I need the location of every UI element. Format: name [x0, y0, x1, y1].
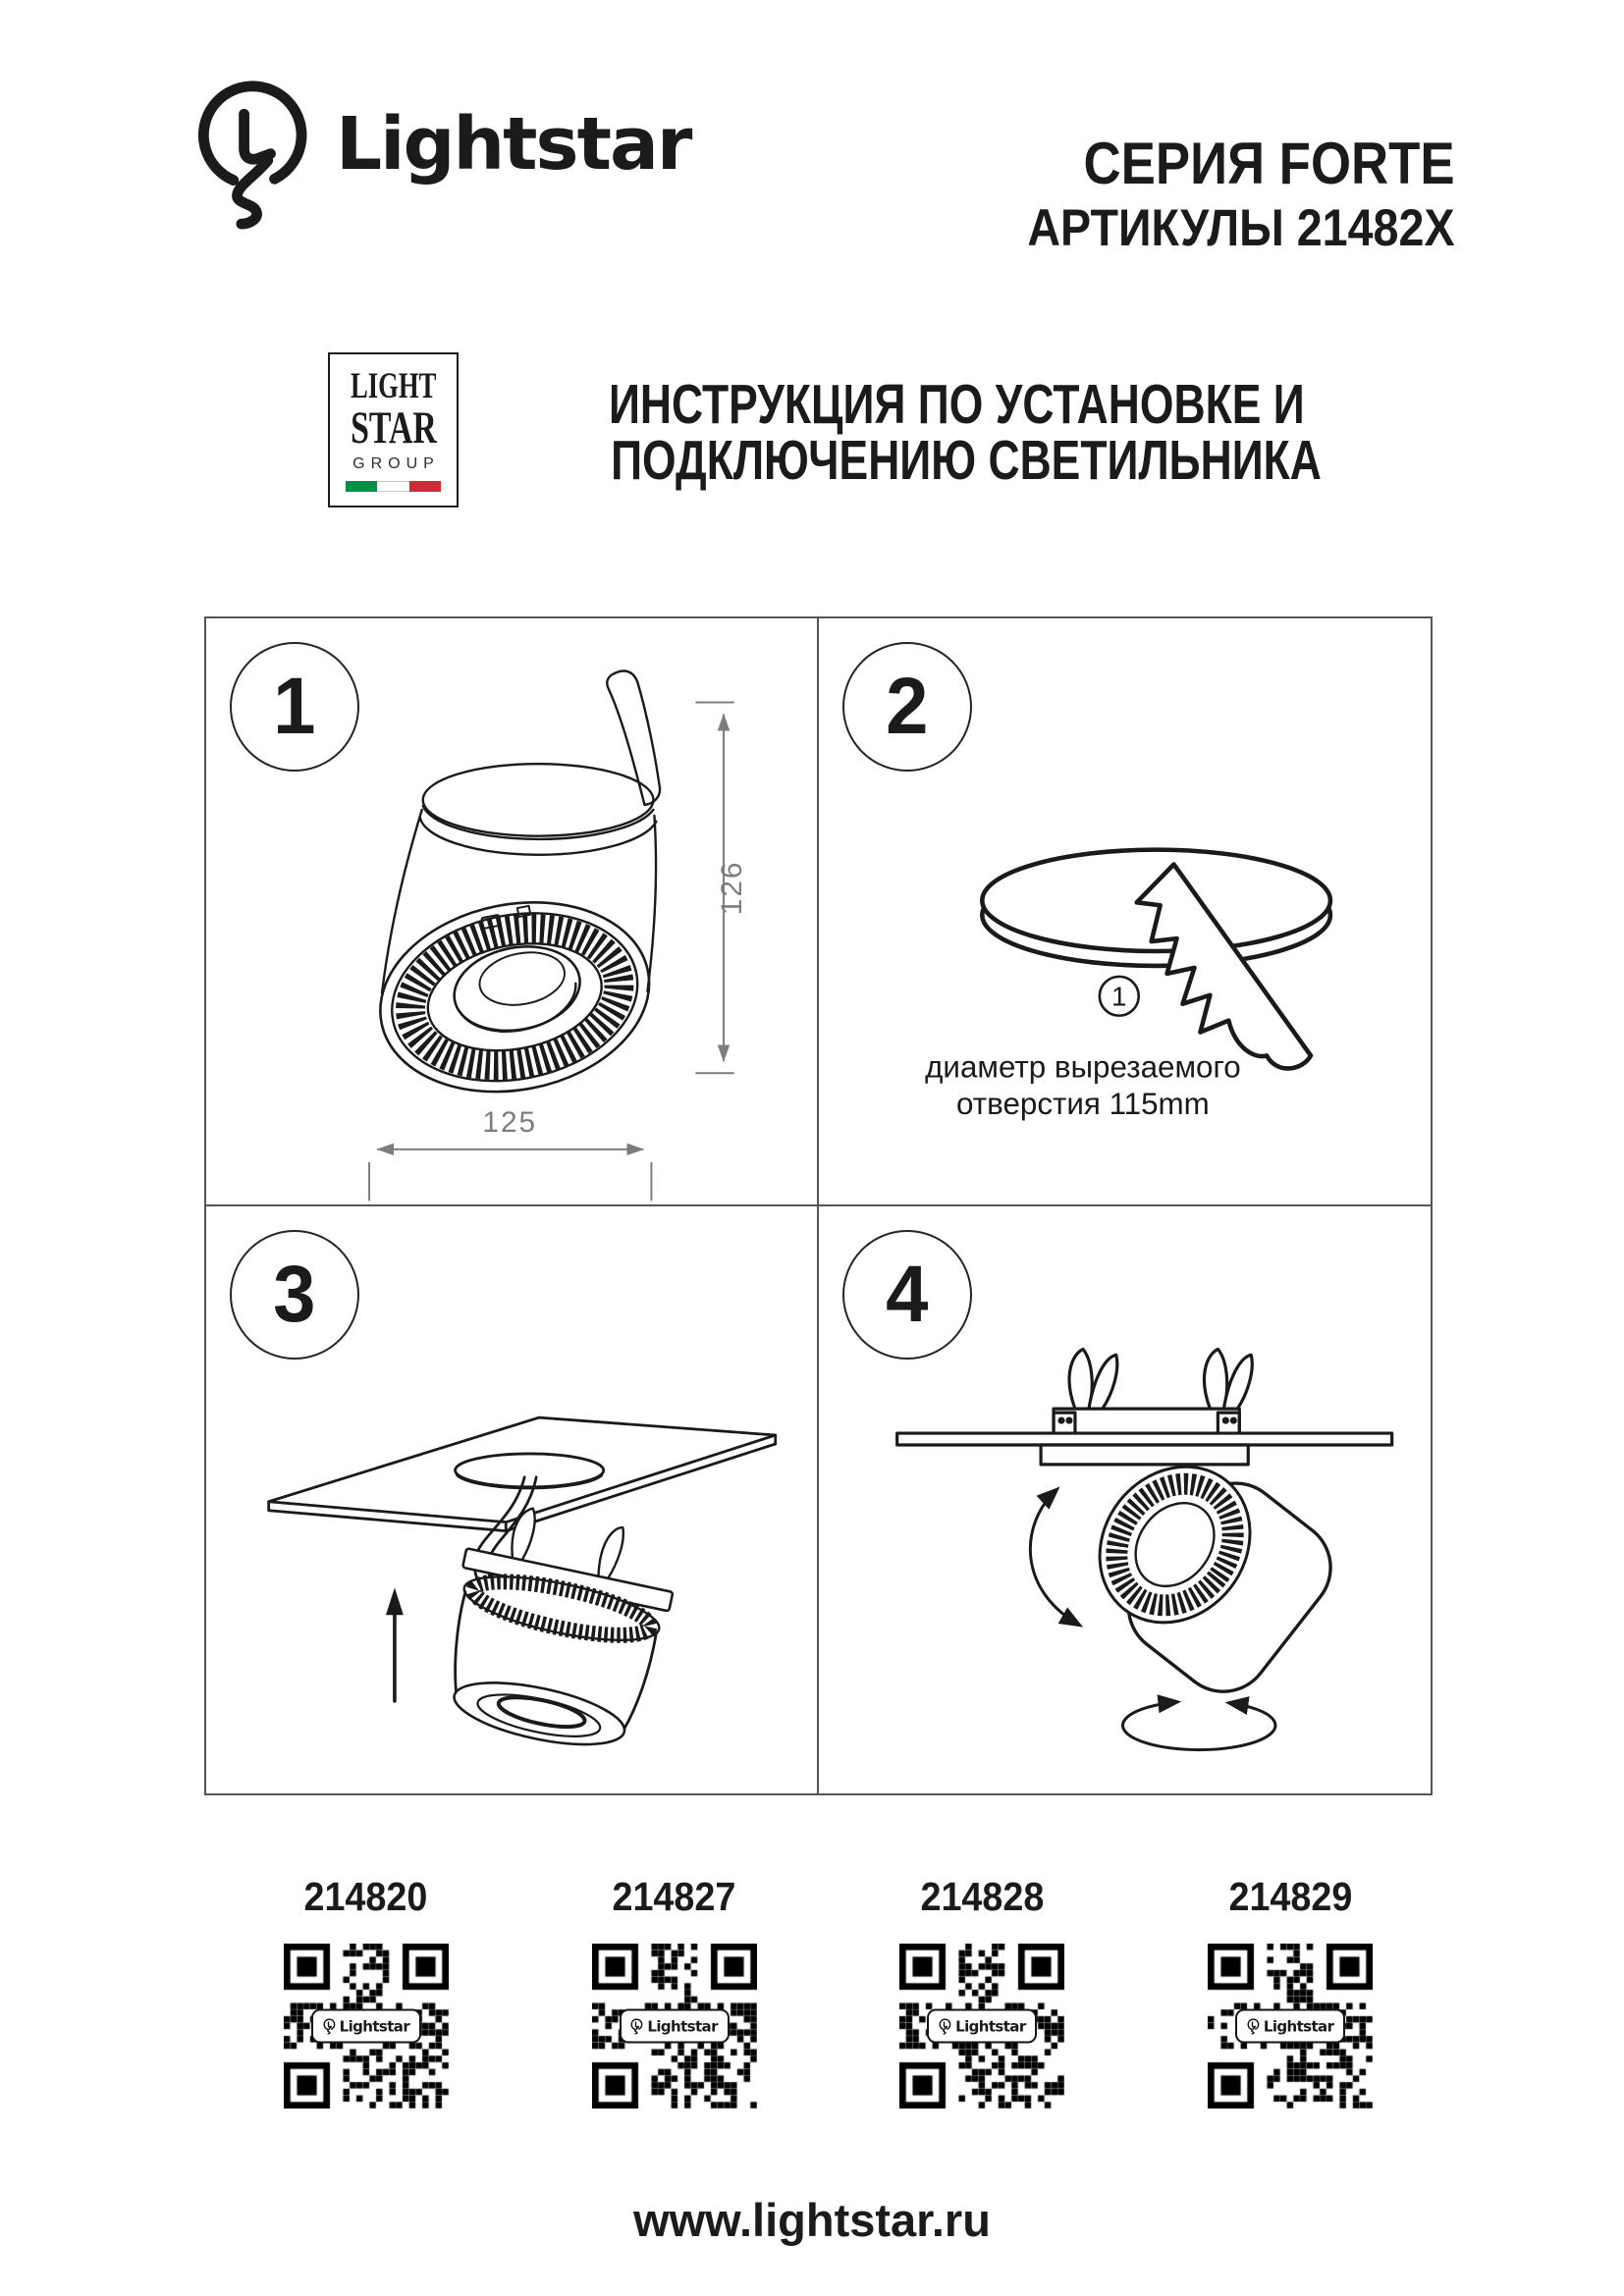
svg-text:125: 125 [482, 1105, 538, 1139]
tilt-arrow [1030, 1489, 1079, 1624]
group-logo-star: STAR [350, 402, 437, 454]
spring-clip [607, 671, 660, 805]
article-column [1136, 1875, 1444, 2109]
italian-flag-stripe [346, 481, 441, 492]
qr-lightstar-icon [939, 2018, 951, 2034]
dimension-height [696, 702, 748, 1073]
qr-code-block [899, 1944, 1064, 2109]
step-panel-2 [819, 618, 1432, 1206]
mounting-arrow [386, 1587, 404, 1701]
svg-text:126: 126 [715, 860, 748, 916]
qr-logo-plate: Lightstar [311, 2009, 421, 2044]
qr-logo-plate: Lightstar [620, 2009, 730, 2044]
step-number-badge: 2 [842, 642, 972, 772]
footer-url: www.lightstar.ru [633, 2194, 991, 2246]
article-code: 214829 [1228, 1874, 1353, 1919]
mounting-bracket [1054, 1409, 1239, 1433]
flag-green [346, 481, 377, 492]
qr-code-block [592, 1944, 757, 2109]
article-code: 214827 [612, 1874, 736, 1919]
header-titles [969, 131, 1455, 257]
lightstar-group-logo [328, 352, 459, 507]
article-code: 214820 [303, 1874, 428, 1919]
step-number-badge: 4 [842, 1230, 972, 1360]
rotate-ellipse-arrow [1122, 1701, 1274, 1749]
spring-clips [1069, 1349, 1252, 1409]
flag-white [377, 481, 408, 492]
callout-1 [1099, 977, 1138, 1016]
ceiling-section [896, 1433, 1391, 1465]
ceiling-disc [982, 850, 1330, 966]
group-logo-group: GROUP [352, 455, 440, 472]
step-panel-3 [206, 1206, 819, 1794]
group-logo-light: LIGHT [350, 366, 437, 406]
brand-wordmark: Lightstar [336, 102, 691, 187]
step-panel-1 [206, 618, 819, 1206]
articles-subtitle: АРТИКУЛЫ 21482X [1027, 199, 1455, 257]
step-number-badge: 3 [230, 1230, 359, 1360]
qr-lightstar-icon [1247, 2018, 1260, 2034]
qr-logo-plate: Lightstar [927, 2009, 1037, 2044]
qr-code-block [1208, 1944, 1373, 2109]
lightstar-bulb-icon [192, 80, 314, 230]
flag-red [409, 481, 441, 492]
instruction-title [511, 373, 1355, 492]
article-column [829, 1875, 1137, 2109]
fixture-body [382, 764, 656, 993]
dimension-width [369, 1106, 651, 1201]
article-qr-section [212, 1875, 1444, 2109]
article-column [520, 1875, 829, 2109]
article-column [212, 1875, 520, 2109]
series-title: СЕРИЯ FORTE [1083, 131, 1455, 196]
cutout-caption-line1: диаметр вырезаемого [924, 1049, 1241, 1085]
instruction-title-line2: ПОДКЛЮЧЕНИЮ СВЕТИЛЬНИКА [611, 429, 1322, 492]
qr-lightstar-icon [630, 2018, 643, 2034]
cutout-caption-line2: отверстия 115mm [955, 1087, 1210, 1122]
tilted-fixture [1059, 1425, 1348, 1710]
lightstar-logo [192, 80, 690, 230]
qr-code-block [284, 1944, 449, 2109]
step-panel-4 [819, 1206, 1432, 1794]
step-number-badge: 1 [230, 642, 359, 772]
installation-steps-grid [204, 616, 1433, 1795]
article-code: 214828 [920, 1874, 1045, 1919]
fixture-small [431, 1496, 684, 1760]
qr-logo-plate: Lightstar [1235, 2009, 1345, 2044]
fixture-face [364, 881, 666, 1114]
qr-lightstar-icon [323, 2018, 336, 2034]
svg-text:1: 1 [1110, 981, 1127, 1012]
instruction-title-line1: ИНСТРУКЦИЯ ПО УСТАНОВКЕ И [608, 373, 1305, 436]
